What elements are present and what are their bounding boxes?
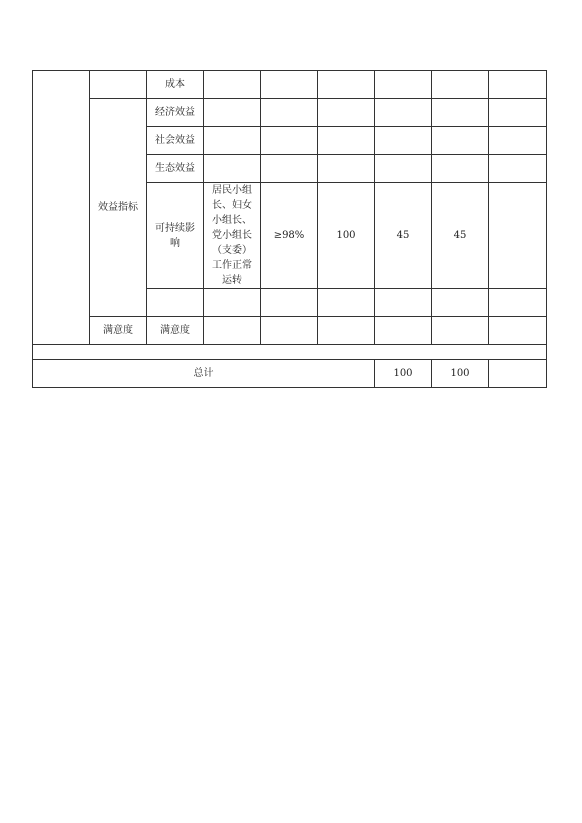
table-row [33, 317, 547, 345]
score-weight: 45 [375, 183, 432, 289]
actual-value: 100 [318, 183, 375, 289]
satisfaction-group-label: 满意度 [90, 317, 147, 345]
blank-row [33, 345, 547, 360]
total-value-1: 100 [375, 360, 432, 388]
satisfaction-label: 满意度 [147, 317, 204, 345]
total-row [33, 360, 547, 388]
economic-benefit-label: 经济效益 [147, 99, 204, 127]
sustainable-indicator-text: 居民小组 长、妇女 小组长、 党小组长 （支委） 工作正常 运转 [204, 183, 261, 289]
ecological-benefit-label: 生态效益 [147, 155, 204, 183]
sustainable-impact-label: 可持续影 响 [147, 183, 204, 289]
total-label: 总计 [33, 360, 375, 388]
performance-table [32, 70, 547, 388]
benefit-group-label: 效益指标 [90, 99, 147, 317]
target-value: ≥98% [261, 183, 318, 289]
cost-label: 成本 [147, 71, 204, 99]
total-value-2: 100 [432, 360, 489, 388]
cost-group-cell [90, 71, 147, 99]
table-row [33, 71, 547, 99]
table-row [33, 99, 547, 127]
score-value: 45 [432, 183, 489, 289]
outer-category-cell [33, 71, 90, 345]
social-benefit-label: 社会效益 [147, 127, 204, 155]
